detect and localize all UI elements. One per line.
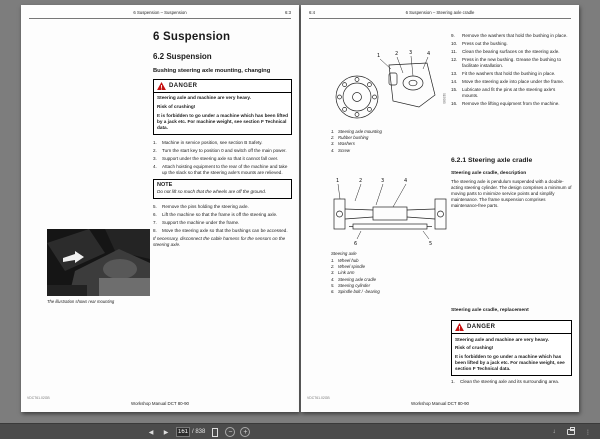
step-item: 4. Attach hoisting equipment to the rear of the machine and take up the slack so that the steering axle's mounts are relieved. xyxy=(153,163,288,175)
overflow-menu-icon: ⋮ xyxy=(585,429,591,436)
print-icon xyxy=(567,429,575,435)
svg-text:2: 2 xyxy=(395,51,399,57)
figure-label: 4. Screw xyxy=(331,147,350,153)
danger-label: DANGER xyxy=(467,324,496,330)
danger-label: DANGER xyxy=(169,82,198,89)
step-item: 15. Lubricate and fit the pins at the steering axle's mounts. xyxy=(451,86,556,98)
figure-steering-axle xyxy=(331,175,449,247)
step-item: 1. Clean the steering axle and its surrounding area. xyxy=(451,379,560,384)
warning-triangle-icon xyxy=(455,323,464,331)
figure-steering-axle-mounting xyxy=(331,49,441,125)
page-left xyxy=(21,5,299,412)
figure-label: 6. Spindle bolt / -bearing xyxy=(331,289,380,295)
description-heading: Steering axle cradle, description xyxy=(451,171,527,176)
toolbar-right-group xyxy=(549,424,593,439)
svg-text:3: 3 xyxy=(409,50,413,56)
step-item: 14. Move the steering axle into place under the frame. xyxy=(451,78,565,84)
figure-label: 2. Rubber bushing xyxy=(331,135,369,141)
svg-text:6: 6 xyxy=(354,241,358,247)
step-item: 11. Clean the bearing surfaces on the steering axle. xyxy=(451,48,560,54)
svg-text:!: ! xyxy=(458,325,461,331)
svg-text:4: 4 xyxy=(404,178,408,184)
svg-text:4: 4 xyxy=(427,51,431,57)
step-item: 2. Turn the start key to position 0 and switch off the main power. xyxy=(153,147,287,153)
step-item: 7. Support the machine under the frame. xyxy=(153,219,240,225)
zoom-out-button[interactable]: − xyxy=(225,427,235,437)
warning-triangle-icon xyxy=(157,82,166,90)
procedure-steps-9-16 xyxy=(451,33,572,109)
step-item: 12. Press in the new bushing. Grease the bushing to facilitate installation. xyxy=(451,56,562,68)
page-footer: Workshop Manual DCT 80-90 xyxy=(411,401,469,406)
note-label: NOTE xyxy=(157,181,173,188)
left-page-header xyxy=(29,10,291,19)
danger-line: Risk of crushing! xyxy=(455,345,494,351)
procedure-steps-5-8 xyxy=(153,204,292,234)
figure-label: 4. Steering axle cradle xyxy=(331,276,376,282)
svg-text:!: ! xyxy=(160,84,163,90)
figure-label: 1. Wheel hub xyxy=(331,258,359,263)
page-number: 6:3 xyxy=(285,10,291,15)
step-item: 3. Support under the steering axle so that it cannot fall over. xyxy=(153,155,279,161)
figure-label: 5. Steering cylinder xyxy=(331,282,371,288)
print-button[interactable] xyxy=(566,426,576,438)
download-icon: ↓ xyxy=(552,429,556,435)
danger-box xyxy=(451,320,572,376)
figure2-caption: Steering axle xyxy=(331,251,357,256)
figure2-labels xyxy=(331,258,380,295)
danger-body xyxy=(452,334,571,375)
supplementary-note: If necessary, disconnect the cable harness for the sensors on the steering axle. xyxy=(153,235,286,247)
replacement-heading: Steering axle cradle, replacement xyxy=(451,308,529,313)
download-button[interactable] xyxy=(549,426,559,438)
step-item: 13. Fit the washers that hold the bushing in place. xyxy=(451,70,556,76)
figure-label: 1. Steering axle mounting xyxy=(331,129,382,134)
svg-text:1: 1 xyxy=(377,53,381,59)
danger-header xyxy=(452,321,571,334)
description-text: The steering axle is pendulum suspended with a double-acting steering cylinder. The design comprises a minimum of moving parts to minimize service points and simplify maintenance. The frame suspension comprises maintenance-free parts. xyxy=(451,179,572,209)
running-header: 6 Suspension – Suspension xyxy=(133,10,187,15)
viewer-toolbar xyxy=(0,423,600,439)
svg-text:2: 2 xyxy=(359,178,363,184)
page-footer: Workshop Manual DCT 80-90 xyxy=(131,401,189,406)
prev-page-button[interactable]: ◀ xyxy=(148,429,154,436)
danger-header xyxy=(154,80,291,93)
running-header: 6 Suspension – Steering axle cradle xyxy=(405,10,475,15)
figure-code: 015080 xyxy=(442,93,446,104)
photo-rear-mounting xyxy=(47,229,150,296)
danger-line: It is forbidden to go under a machine which has been lifted by a jack etc. For machine weight, see section F Technical data. xyxy=(157,112,289,130)
step-item: 10. Press out the bushing. xyxy=(451,40,508,46)
page-number: 6:4 xyxy=(309,10,315,15)
next-page-button[interactable]: ▶ xyxy=(163,429,169,436)
figure-label: 3. Link arm xyxy=(331,270,355,276)
note-box xyxy=(153,179,292,199)
overflow-menu-button[interactable] xyxy=(583,426,593,438)
page-number-input[interactable] xyxy=(176,427,190,437)
step-item: 8. Move the steering axle so that the bushings can be accessed. xyxy=(153,227,288,233)
page-indicator xyxy=(176,427,205,437)
document-code: VDCT61.02GB xyxy=(307,396,330,400)
zoom-in-button[interactable]: + xyxy=(240,427,250,437)
figure1-labels xyxy=(331,129,382,154)
danger-line: Risk of crushing! xyxy=(157,104,196,110)
figure-label: 2. Wheel spindle xyxy=(331,264,365,270)
step-item: 9. Remove the washers that hold the bushing in place. xyxy=(451,33,568,38)
right-page-header xyxy=(309,10,571,19)
danger-body xyxy=(154,93,291,134)
left-main-column xyxy=(153,21,292,248)
section-621-title: 6.2.1 Steering axle cradle xyxy=(451,157,533,164)
step-item: 6. Lift the machine so that the frame is off the steering axle. xyxy=(153,211,278,217)
step-item: 16. Remove the lifting equipment from the machine. xyxy=(451,100,560,106)
figure-label: 3. Washers xyxy=(331,141,355,147)
step-item: 5. Remove the pins holding the steering axle. xyxy=(153,203,249,209)
subsection-title: Bushing steering axle mounting, changing xyxy=(153,68,271,74)
danger-line: Steering axle and machine are very heavy. xyxy=(157,95,251,101)
danger-line: It is forbidden to go under a machine which has been lifted by a jack etc. For machine weight, see section F Technical data. xyxy=(455,353,565,371)
step-item: 1. Machine in service position, see section B Safety. xyxy=(153,140,263,145)
note-text: Do not lift so much that the wheels are off the ground. xyxy=(157,188,267,194)
svg-text:5: 5 xyxy=(429,241,433,247)
fit-page-icon xyxy=(212,428,218,437)
page-total-label: / 838 xyxy=(192,429,206,435)
danger-line: Steering axle and machine are very heavy. xyxy=(455,336,549,342)
page-right xyxy=(301,5,579,412)
svg-text:1: 1 xyxy=(336,178,340,184)
replacement-steps xyxy=(451,379,572,387)
section-title: 6.2 Suspension xyxy=(153,52,212,61)
photo-caption: The illustration shows rear mounting xyxy=(47,299,115,304)
document-code: VDCT61.02GB xyxy=(27,396,50,400)
svg-text:3: 3 xyxy=(381,178,385,184)
chapter-title: 6 Suspension xyxy=(153,31,231,43)
fit-page-button[interactable] xyxy=(210,426,220,438)
page-controls xyxy=(146,424,250,439)
procedure-steps-1-4 xyxy=(153,140,292,176)
danger-box xyxy=(153,79,292,135)
